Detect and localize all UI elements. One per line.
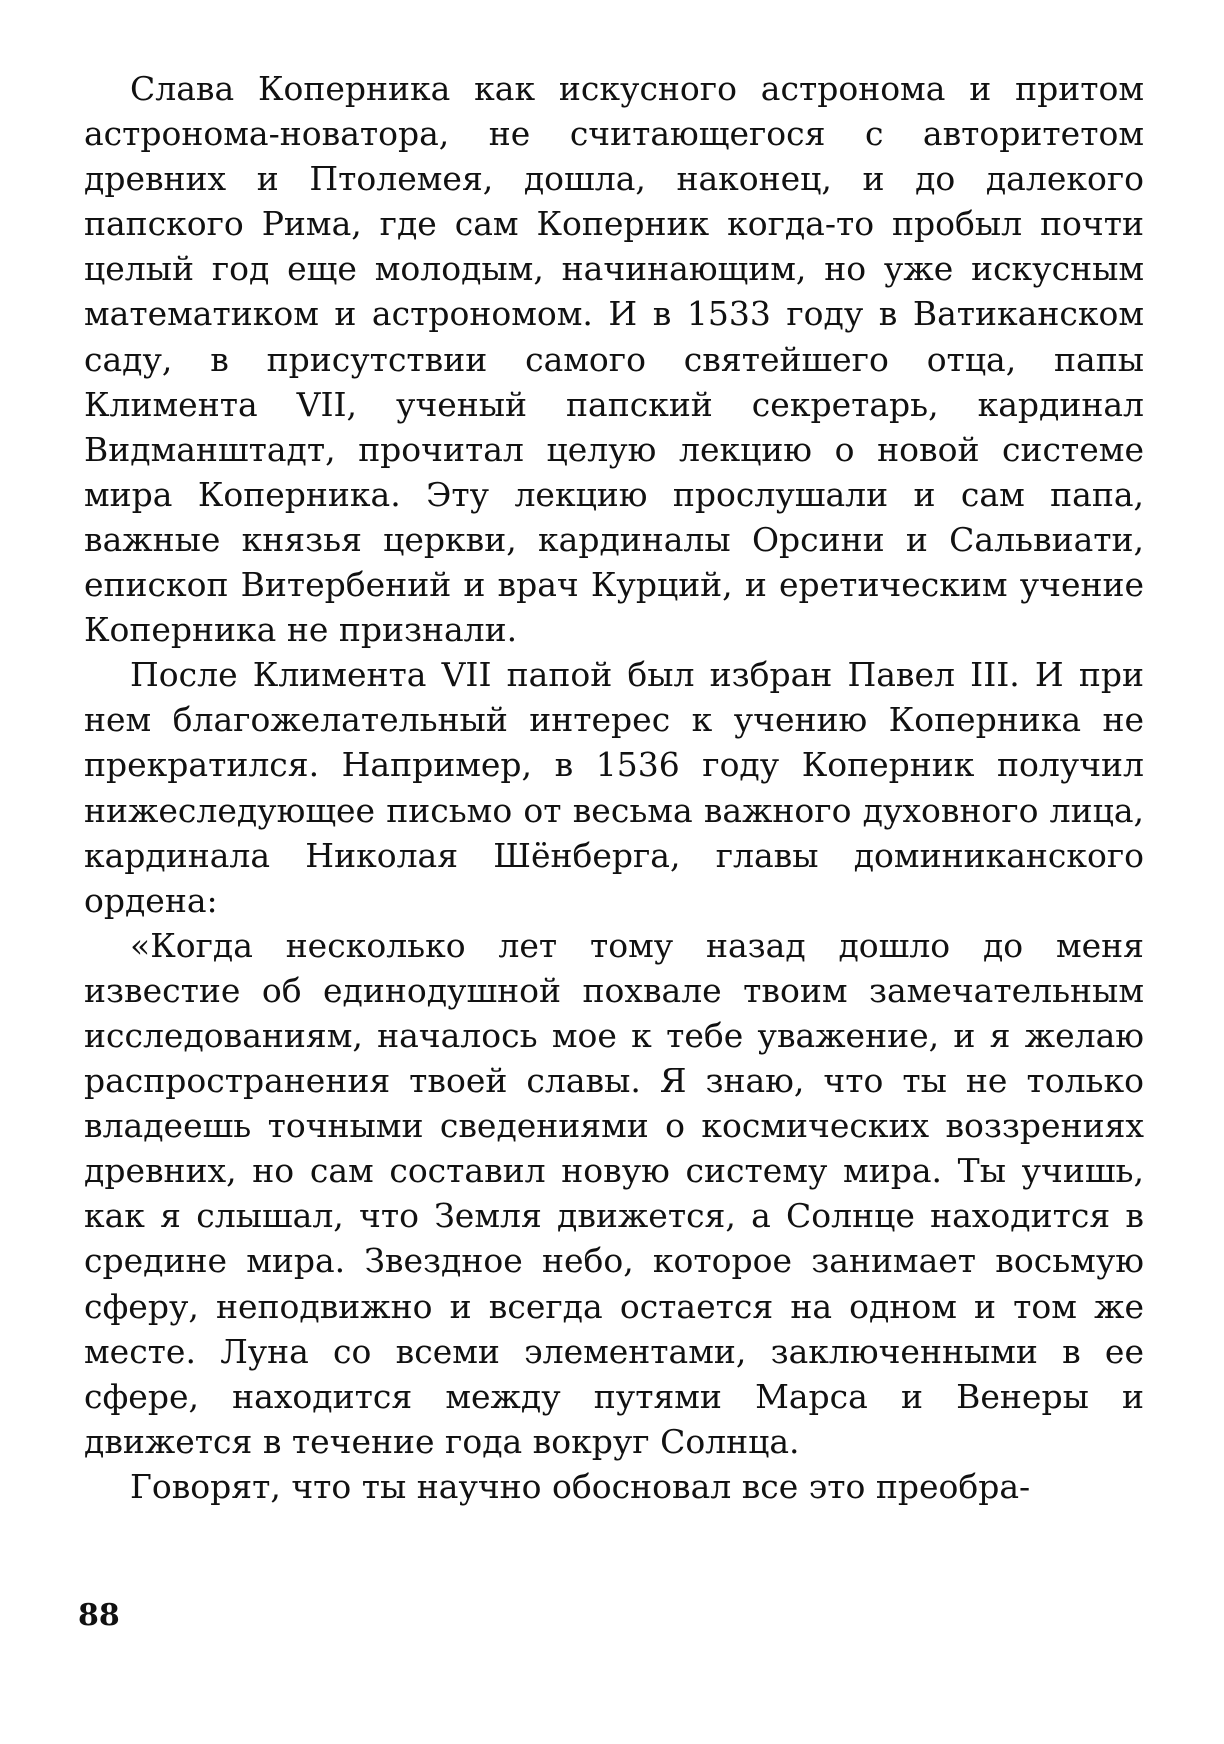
- paragraph-3-letter-quote: «Когда несколько лет тому назад дошло до меня известие об единодушной похвале твоим замечательным исследованиям, началось мое к тебе уважение, и я желаю распространения твоей славы. Я знаю, что ты не только владеешь точными сведениями о космических воззрениях древних, но сам составил новую систему мира. Ты учишь, как я слышал, что Земля движется, а Солнце находится в средине мира. Звездное небо, которое занимает восьмую сферу, неподвижно и всегда остается на одном и том же месте. Луна со всеми элементами, заключенными в ее сфере, находится между путями Марса и Венеры и движется в течение года вокруг Солнца.: [84, 925, 1144, 1461]
- paragraph-1: Слава Коперника как искусного астронома и притом астронома-новатора, не считающегося с авторитетом древних и Птолемея, дошла, наконец, и до далекого папского Рима, где сам Коперник когда-то пробыл почти целый год еще молодым, начинающим, но уже искусным математиком и астрономом. И в 1533 году в Ватиканском саду, в присутствии самого святейшего отца, папы Климента VII, ученый папский секретарь, кардинал Видманштадт, прочитал целую лекцию о новой системе мира Коперника. Эту лекцию прослушали и сам папа, важные князья церкви, кардиналы Орсини и Сальвиати, епископ Витербений и врач Курций, и еретическим учение Коперника не признали.: [84, 69, 1144, 650]
- paragraph-2: После Климента VII папой был избран Павел III. И при нем благожелательный интерес к учению Коперника не прекратился. Например, в 1536 году Коперник получил нижеследующее письмо от весьма важного духовного лица, кардинала Николая Шёнберга, главы доминиканского ордена:: [84, 655, 1144, 920]
- body-text: [84, 66, 1144, 1509]
- page-number: 88: [78, 1598, 120, 1633]
- paragraph-4: Говорят, что ты научно обосновал все это преобра-: [130, 1466, 1031, 1506]
